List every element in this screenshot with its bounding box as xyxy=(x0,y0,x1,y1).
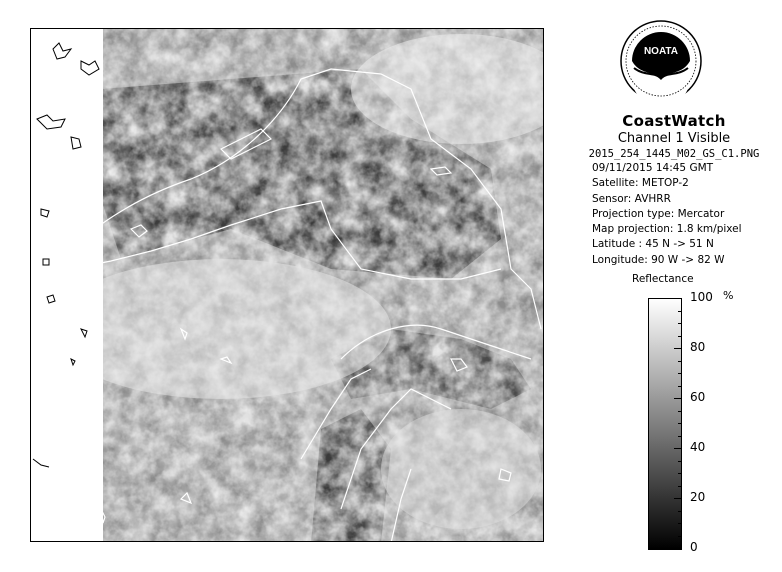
cloud-band-southeast xyxy=(381,409,541,529)
colorbar-tick-label: 40 xyxy=(690,440,706,454)
colorbar-minor-tick xyxy=(678,486,682,487)
projection-text: Projection type: Mercator xyxy=(592,207,725,220)
latitude-text: Latitude : 45 N -> 51 N xyxy=(592,238,714,251)
satellite-image xyxy=(30,28,544,542)
colorbar-tick-label: 20 xyxy=(690,490,706,504)
colorbar-minor-tick xyxy=(678,311,682,312)
metadata-block xyxy=(592,161,780,268)
colorbar-unit: % xyxy=(723,289,734,302)
longitude-text: Longitude: 90 W -> 82 W xyxy=(592,253,725,266)
satellite-map-svg xyxy=(31,29,544,542)
colorbar-minor-tick xyxy=(674,448,682,449)
reflectance-colorbar xyxy=(648,298,682,550)
colorbar-minor-tick xyxy=(678,373,682,374)
colorbar-tick-label: 0 xyxy=(690,540,698,554)
colorbar-tick-label: 100 xyxy=(690,290,713,304)
colorbar-minor-tick xyxy=(678,436,682,437)
noaa-logo xyxy=(620,20,702,102)
map-projection-text: Map projection: 1.8 km/pixel xyxy=(592,223,742,236)
colorbar-minor-tick xyxy=(678,523,682,524)
colorbar-minor-tick xyxy=(678,411,682,412)
image-filename: 2015_254_1445_M02_GS_C1.PNG xyxy=(588,148,760,160)
colorbar-minor-tick xyxy=(678,386,682,387)
colorbar-minor-tick xyxy=(678,511,682,512)
colorbar-title: Reflectance xyxy=(632,273,694,285)
colorbar-tick-label: 80 xyxy=(690,340,706,354)
colorbar-minor-tick xyxy=(678,461,682,462)
colorbar-minor-tick xyxy=(678,423,682,424)
satellite-text: Satellite: METOP-2 xyxy=(592,177,689,190)
colorbar-minor-tick xyxy=(674,298,682,299)
sensor-text: Sensor: AVHRR xyxy=(592,192,671,205)
product-title: CoastWatch xyxy=(622,112,726,130)
datetime-text: 09/11/2015 14:45 GMT xyxy=(592,162,714,174)
noaa-seal-icon xyxy=(620,20,702,102)
colorbar-minor-tick xyxy=(678,536,682,537)
colorbar-minor-tick xyxy=(678,473,682,474)
channel-subtitle: Channel 1 Visible xyxy=(617,131,731,146)
colorbar-minor-tick xyxy=(674,498,682,499)
noaa-logo-text: NOATA xyxy=(643,46,679,57)
colorbar-tick-label: 60 xyxy=(690,390,706,404)
colorbar-minor-tick xyxy=(674,348,682,349)
colorbar-minor-tick xyxy=(678,361,682,362)
colorbar-minor-tick xyxy=(674,548,682,549)
colorbar-minor-tick xyxy=(678,336,682,337)
info-panel xyxy=(568,112,780,268)
colorbar-minor-tick xyxy=(674,398,682,399)
colorbar-minor-tick xyxy=(678,323,682,324)
